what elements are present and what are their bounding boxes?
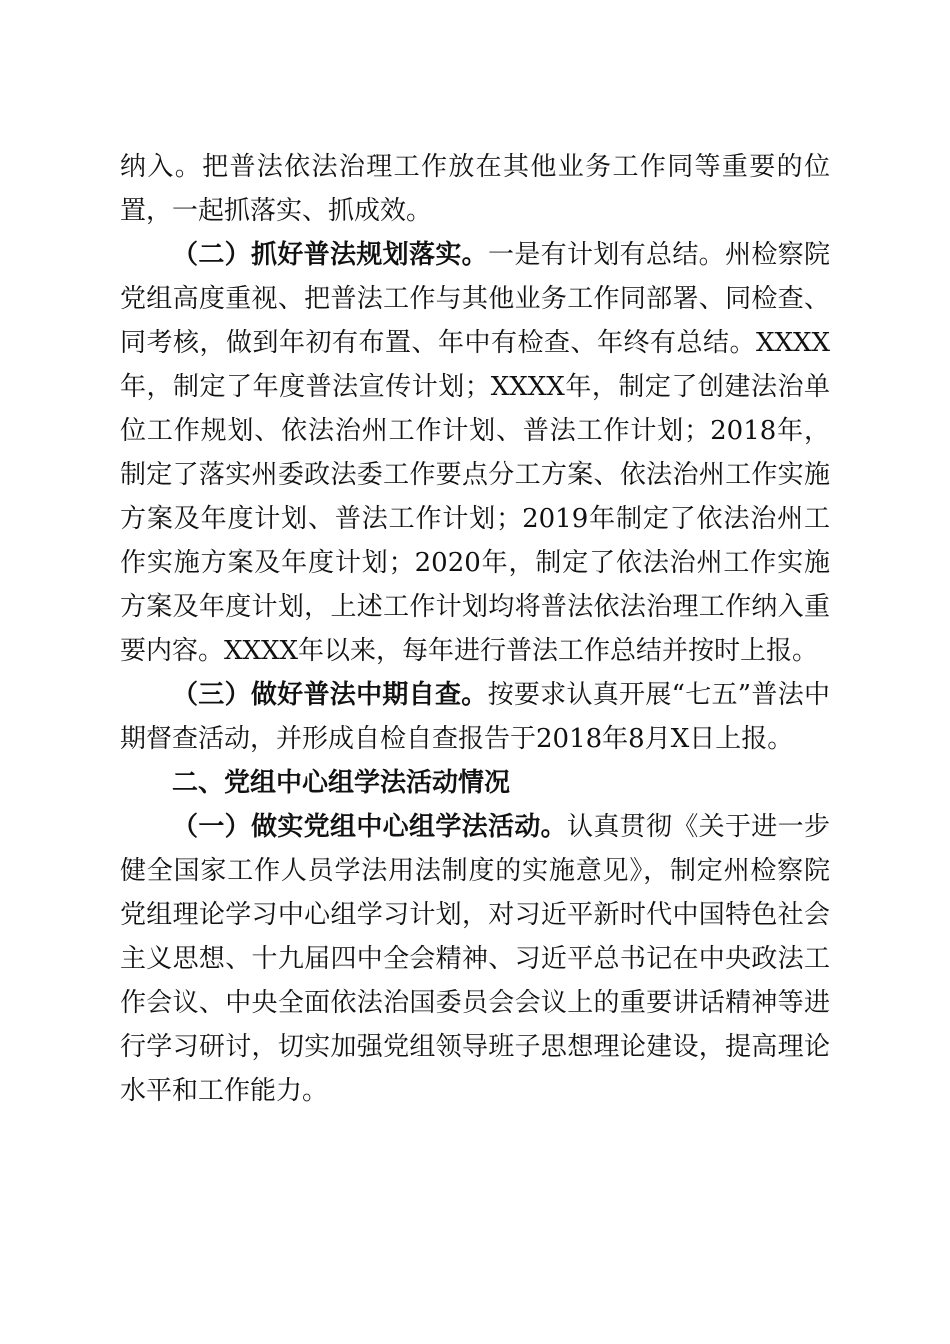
paragraph-continuation: 纳入。把普法依法治理工作放在其他业务工作同等重要的位置，一起抓落实、抓成效。: [120, 152, 830, 226]
paragraph-lead-self-check: （三）做好普法中期自查。: [172, 680, 488, 710]
paragraph-body-planning: 一是有计划有总结。州检察院党组高度重视、把普法工作与其他业务工作同部署、同检查、同考核，做到年初有布置、年中有检查、年终有总结。XXXX年，制定了年度普法宣传计划；XXXX年，制定了创建法治单位工作规划、依法治州工作计划、普法工作计划；2018年，制定了落实州委政法委工作要点分工方案、依法治州工作实施方案及年度计划、普法工作计划；2019年制定了依法治州工作实施方案及年度计划；2020年，制定了依法治州工作实施方案及年度计划，上述工作计划均将普法依法治理工作纳入重要内容。XXXX年以来，每年进行普法工作总结并按时上报。: [120, 240, 830, 666]
paragraph-lead-study-activity: （一）做实党组中心组学法活动。: [172, 812, 567, 842]
section-heading-2: 二、党组中心组学法活动情况: [172, 768, 511, 798]
paragraph-body-self-check: 按要求认真开展“七五”普法中期督查活动，并形成自检自查报告于2018年8月X日上报。: [120, 680, 830, 754]
paragraph-study-activity: [120, 805, 830, 1113]
paragraph-lead-planning: （二）抓好普法规划落实。: [172, 240, 488, 270]
paragraph-self-check: [120, 673, 830, 761]
document-body: [120, 145, 830, 1113]
paragraph-planning: [120, 233, 830, 673]
paragraph-body-study-activity: 认真贯彻《关于进一步健全国家工作人员学法用法制度的实施意见》，制定州检察院党组理论学习中心组学习计划，对习近平新时代中国特色社会主义思想、十九届四中全会精神、习近平总书记在中央政法工作会议、中央全面依法治国委员会会议上的重要讲话精神等进行学习研讨，切实加强党组领导班子思想理论建设，提高理论水平和工作能力。: [120, 812, 830, 1106]
